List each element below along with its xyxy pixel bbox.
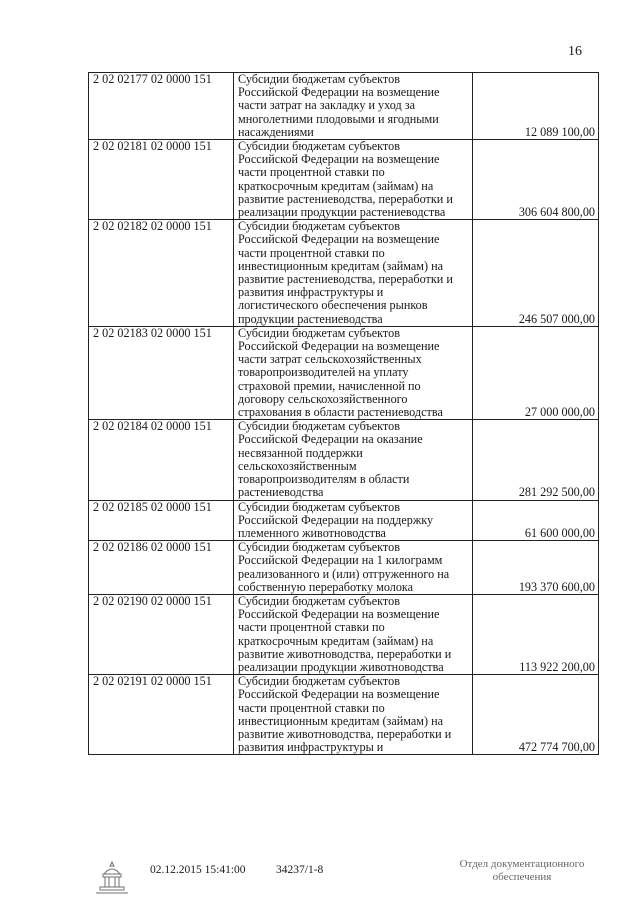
- budget-table: [88, 72, 599, 755]
- table-row: [89, 594, 599, 674]
- description: [234, 500, 473, 541]
- description-line: развитие растениеводства, переработки и: [238, 272, 453, 287]
- table-row: [89, 73, 599, 140]
- description-line: Российской Федерации на возмещение: [238, 152, 440, 167]
- description-line: страхования в области растениеводства: [238, 405, 443, 420]
- department-line: обеспечения: [492, 871, 552, 883]
- description: [234, 594, 473, 674]
- amount: 246 507 000,00: [473, 220, 599, 327]
- description: [234, 420, 473, 500]
- description-line: Субсидии бюджетам субъектов: [238, 674, 400, 689]
- amount: 472 774 700,00: [473, 675, 599, 755]
- table-row: [89, 220, 599, 327]
- description-line: развитие животноводства, переработки и: [238, 646, 452, 661]
- description-line: развитие животноводства, переработки и: [238, 726, 452, 741]
- amount: 27 000 000,00: [473, 326, 599, 419]
- budget-code: 2 02 02185 02 0000 151: [89, 500, 234, 541]
- budget-code: 2 02 02183 02 0000 151: [89, 326, 234, 419]
- description-line: многолетними плодовыми и ягодными: [238, 111, 439, 126]
- description-line: страховой премии, начисленной по: [238, 378, 421, 393]
- amount: 306 604 800,00: [473, 140, 599, 220]
- description-line: продукции растениеводства: [238, 311, 383, 326]
- budget-code: 2 02 02182 02 0000 151: [89, 220, 234, 327]
- description-line: Субсидии бюджетам субъектов: [238, 72, 400, 86]
- description-line: Российской Федерации на оказание: [238, 432, 423, 447]
- table-row: [89, 140, 599, 220]
- description: [234, 140, 473, 220]
- budget-code: 2 02 02186 02 0000 151: [89, 541, 234, 595]
- description-line: краткосрочным кредитам (займам) на: [238, 633, 434, 648]
- description-line: реализованного и (или) отгруженного на: [238, 566, 450, 581]
- page-number: 16: [568, 44, 582, 59]
- duma-emblem-icon: [92, 860, 132, 896]
- description-line: инвестиционным кредитам (займам) на: [238, 713, 444, 728]
- table-row: [89, 675, 599, 755]
- description-line: собственную переработку молока: [238, 579, 414, 594]
- description-line: растениеводства: [238, 485, 324, 500]
- description-line: племенного животноводства: [238, 525, 386, 540]
- description-line: товаропроизводителям в области: [238, 472, 410, 487]
- footer-timestamp: 02.12.2015 15:41:00: [150, 864, 246, 876]
- description-line: Субсидии бюджетам субъектов: [238, 499, 400, 514]
- description-line: краткосрочным кредитам (займам) на: [238, 178, 434, 193]
- description-line: насаждениями: [238, 124, 314, 139]
- description-line: Российской Федерации на возмещение: [238, 85, 440, 100]
- description-line: части процентной ставки по: [238, 165, 385, 180]
- budget-code: 2 02 02184 02 0000 151: [89, 420, 234, 500]
- table-body: [89, 73, 599, 755]
- budget-code: 2 02 02191 02 0000 151: [89, 675, 234, 755]
- description-line: Российской Федерации на возмещение: [238, 232, 440, 247]
- description-line: несвязанной поддержки: [238, 445, 363, 460]
- description-line: Российской Федерации на поддержку: [238, 512, 434, 527]
- description-line: Российской Федерации на 1 килограмм: [238, 553, 443, 568]
- amount: 193 370 600,00: [473, 541, 599, 595]
- table-row: [89, 326, 599, 419]
- description-line: части процентной ставки по: [238, 700, 385, 715]
- description-line: Субсидии бюджетам субъектов: [238, 325, 400, 340]
- amount: 12 089 100,00: [473, 73, 599, 140]
- description-line: развития инфраструктуры и: [238, 740, 384, 755]
- description: [234, 73, 473, 140]
- description-line: Субсидии бюджетам субъектов: [238, 593, 400, 608]
- amount: 113 922 200,00: [473, 594, 599, 674]
- description: [234, 541, 473, 595]
- description-line: реализации продукции растениеводства: [238, 205, 446, 220]
- description-line: договору сельскохозяйственного: [238, 391, 408, 406]
- description-line: сельскохозяйственным: [238, 458, 357, 473]
- table-row: [89, 500, 599, 541]
- description-line: реализации продукции животноводства: [238, 659, 444, 674]
- description: [234, 326, 473, 419]
- description-line: Российской Федерации на возмещение: [238, 607, 440, 622]
- department-line: Отдел документационного: [459, 858, 585, 870]
- footer-department: [447, 858, 597, 884]
- description-line: развития инфраструктуры и: [238, 285, 384, 300]
- description-line: части затрат сельскохозяйственных: [238, 352, 422, 367]
- description: [234, 220, 473, 327]
- budget-code: 2 02 02190 02 0000 151: [89, 594, 234, 674]
- description-line: Субсидии бюджетам субъектов: [238, 219, 400, 234]
- description-line: инвестиционным кредитам (займам) на: [238, 258, 444, 273]
- table-row: [89, 541, 599, 595]
- description-line: части процентной ставки по: [238, 245, 385, 260]
- description-line: товаропроизводителей на уплату: [238, 365, 409, 380]
- description-line: Российской Федерации на возмещение: [238, 687, 440, 702]
- description-line: развитие растениеводства, переработки и: [238, 191, 453, 206]
- amount: 281 292 500,00: [473, 420, 599, 500]
- table-row: [89, 420, 599, 500]
- description-line: Российской Федерации на возмещение: [238, 339, 440, 354]
- description-line: Субсидии бюджетам субъектов: [238, 540, 400, 555]
- description: [234, 675, 473, 755]
- description-line: части процентной ставки по: [238, 620, 385, 635]
- budget-code: 2 02 02177 02 0000 151: [89, 73, 234, 140]
- budget-code: 2 02 02181 02 0000 151: [89, 140, 234, 220]
- description-line: логистического обеспечения рынков: [238, 298, 428, 313]
- description-line: части затрат на закладку и уход за: [238, 98, 415, 113]
- amount: 61 600 000,00: [473, 500, 599, 541]
- footer-doc-number: 34237/1-8: [276, 864, 324, 876]
- description-line: Субсидии бюджетам субъектов: [238, 139, 400, 154]
- footer: [0, 860, 640, 900]
- description-line: Субсидии бюджетам субъектов: [238, 419, 400, 434]
